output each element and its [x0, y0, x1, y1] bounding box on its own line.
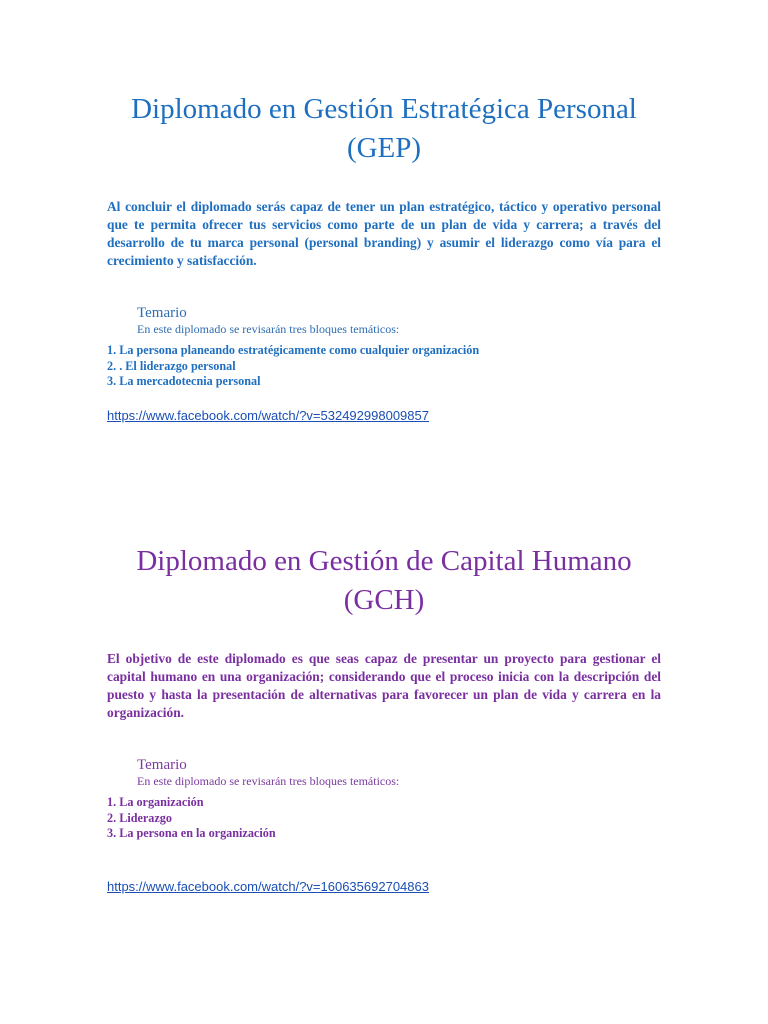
- gch-section: [107, 542, 661, 896]
- gep-intro: Al concluir el diplomado serás capaz de tener un plan estratégico, táctico y operativo personal que te permita ofrecer tus servicios como parte de un plan de vida y carrera; a través del desarrollo de tu marca personal (personal branding) y asumir el liderazgo como vía para el crecimiento y satisfacción.: [107, 199, 661, 268]
- gch-intro: El objetivo de este diplomado es que seas capaz de presentar un proyecto para gestionar el capital humano en una organización; considerando que el proceso inicia con la descripción del puesto y hasta la presentación de alternativas para favorecer un plan de vida y carrera en la organización.: [107, 651, 661, 720]
- gep-video-link[interactable]: https://www.facebook.com/watch/?v=532492998009857: [107, 407, 429, 423]
- gep-temario: [137, 304, 661, 337]
- gch-title: Diplomado en Gestión de Capital Humano (GCH): [136, 545, 632, 616]
- gep-temario-heading: Temario: [137, 305, 187, 321]
- list-item: 2. . El liderazgo personal: [107, 358, 236, 373]
- list-item: 2. Liderazgo: [107, 810, 172, 825]
- gch-temario: [137, 756, 661, 789]
- list-item: 3. La mercadotecnia personal: [107, 374, 261, 388]
- list-item: 1. La organización: [107, 795, 204, 809]
- list-item: 3. La persona en la organización: [107, 826, 276, 840]
- gch-temario-heading: Temario: [137, 757, 187, 773]
- gep-temario-subtitle: En este diplomado se revisarán tres bloques temáticos:: [137, 322, 400, 336]
- list-item: 1. La persona planeando estratégicamente como cualquier organización: [107, 343, 480, 357]
- gch-temario-subtitle: En este diplomado se revisarán tres bloques temáticos:: [137, 774, 400, 788]
- gch-video-link[interactable]: https://www.facebook.com/watch/?v=160635692704863: [107, 878, 429, 894]
- gep-topic-list: [107, 343, 661, 390]
- gep-section: [107, 90, 661, 425]
- gep-title: Diplomado en Gestión Estratégica Personal (GEP): [131, 93, 637, 164]
- gch-topic-list: [107, 795, 661, 842]
